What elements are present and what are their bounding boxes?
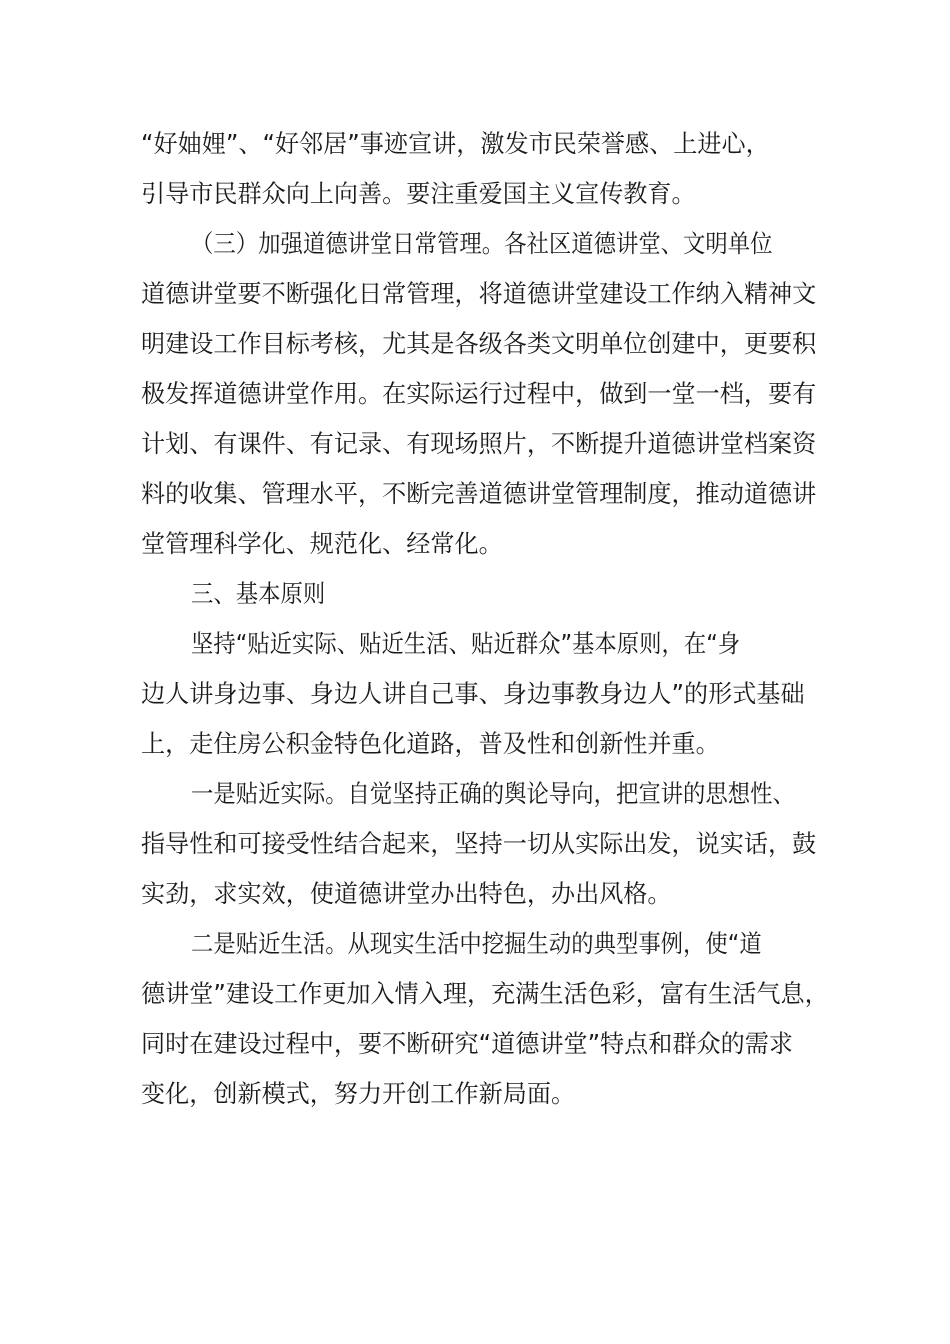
- text-line: 道德讲堂要不断强化日常管理，将道德讲堂建设工作纳入精神文: [141, 279, 817, 308]
- text-line: 同时在建设过程中，要不断研究“道德讲堂”特点和群众的需求: [141, 1029, 793, 1058]
- paragraph-heading: （三）加强道德讲堂日常管理。各社区道德讲堂、文明单位: [191, 229, 773, 258]
- section-heading: 三、基本原则: [191, 579, 326, 608]
- text-line: 实劲，求实效，使道德讲堂办出特色，办出风格。: [141, 879, 672, 908]
- text-line: 引导市民群众向上向善。要注重爱国主义宣传教育。: [141, 179, 696, 208]
- text-line: 堂管理科学化、规范化、经常化。: [141, 529, 503, 558]
- text-line: 料的收集、管理水平，不断完善道德讲堂管理制度，推动道德讲: [141, 479, 817, 508]
- paragraph-start: 一是贴近实际。自觉坚持正确的舆论导向，把宣讲的思想性、: [191, 779, 795, 808]
- text-line: 边人讲身边事、身边人讲自己事、身边事教身边人”的形式基础: [141, 679, 805, 708]
- text-line: 极发挥道德讲堂作用。在实际运行过程中，做到一堂一档，要有: [141, 379, 817, 408]
- text-line: 明建设工作目标考核，尤其是各级各类文明单位创建中，更要积: [141, 329, 817, 358]
- text-line: “好妯娌”、“好邻居”事迹宣讲，激发市民荣誉感、上进心，: [141, 129, 770, 158]
- text-line: 变化，创新模式，努力开创工作新局面。: [141, 1079, 576, 1108]
- text-line: 德讲堂”建设工作更加入情入理，充满生活色彩，富有生活气息，: [141, 979, 829, 1008]
- paragraph-start: 坚持“贴近实际、贴近生活、贴近群众”基本原则，在“身: [191, 629, 741, 658]
- paragraph-start: 二是贴近生活。从现实生活中挖掘生动的典型事例，使“道: [191, 929, 762, 958]
- text-line: 指导性和可接受性结合起来，坚持一切从实际出发，说实话，鼓: [141, 829, 817, 858]
- text-line: 计划、有课件、有记录、有现场照片，不断提升道德讲堂档案资: [141, 429, 817, 458]
- text-line: 上，走住房公积金特色化道路，普及性和创新性并重。: [141, 729, 720, 758]
